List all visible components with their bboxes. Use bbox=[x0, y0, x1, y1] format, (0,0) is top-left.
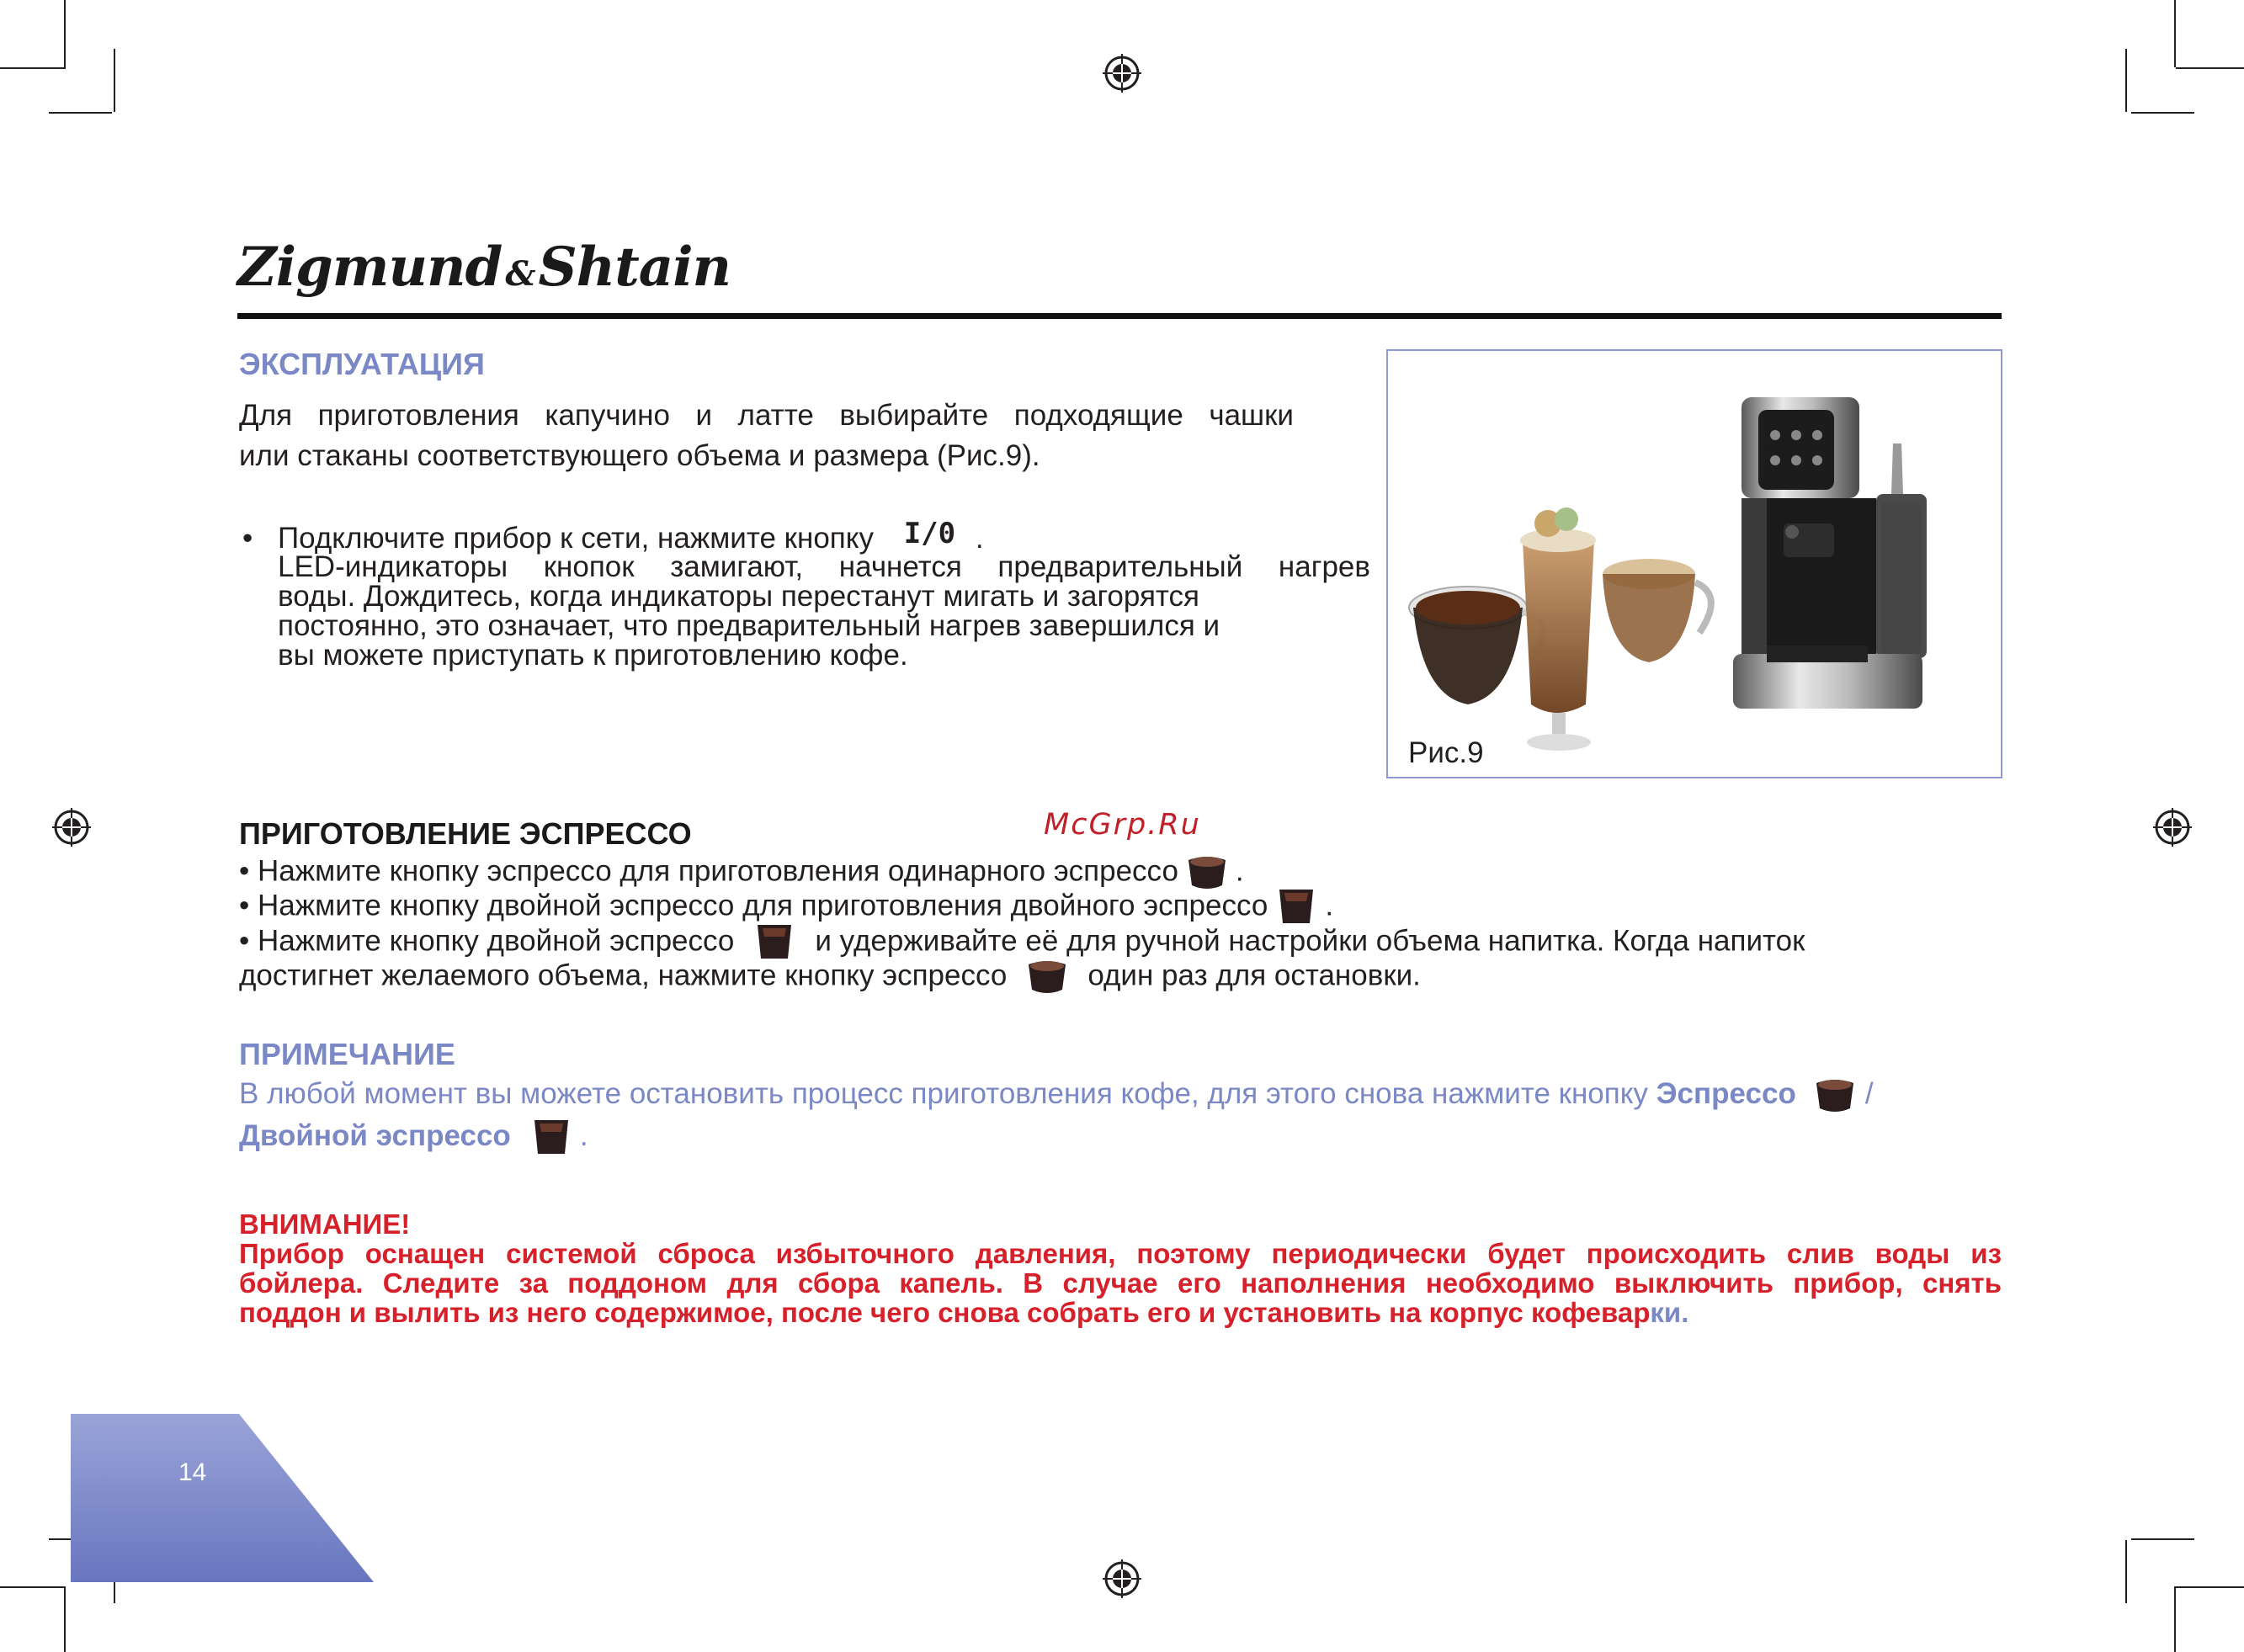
operation-heading: ЭКСПЛУАТАЦИЯ bbox=[239, 347, 485, 381]
brand-logo bbox=[237, 236, 731, 299]
watermark: McGrp.Ru bbox=[1044, 808, 1201, 842]
espresso-line1-text: • Нажмите кнопку эспрессо для приготовления одинарного эспрессо bbox=[239, 854, 1178, 888]
espresso-line2-text: • Нажмите кнопку двойной эспрессо для приготовления двойного эспрессо bbox=[239, 889, 1268, 922]
brand-right: Shtain bbox=[538, 236, 731, 299]
registration-mark bbox=[52, 808, 91, 847]
espresso-line4 bbox=[239, 956, 1421, 998]
registration-mark bbox=[1103, 1559, 1141, 1598]
crop-mark bbox=[2125, 1540, 2127, 1603]
brand-left: Zigmund bbox=[237, 236, 503, 299]
operation-intro-line1: Для приготовления капучино и латте выбирайте подходящие чашки bbox=[239, 399, 1294, 432]
crop-mark bbox=[2125, 49, 2127, 112]
espresso-line3-rest: и удерживайте её для ручной настройки объема напитка. Когда напиток bbox=[815, 924, 1805, 958]
note-heading: ПРИМЕЧАНИЕ bbox=[239, 1037, 455, 1071]
crop-mark bbox=[64, 1586, 66, 1652]
crop-mark bbox=[2176, 67, 2244, 69]
espresso-line1-end: . bbox=[1235, 854, 1244, 888]
coffee-machine-illustration bbox=[1388, 351, 2001, 777]
note-slash: / bbox=[1864, 1077, 1874, 1110]
espresso-line2-end: . bbox=[1325, 889, 1334, 922]
step1-line4: постоянно, это означает, что предварительный нагрев завершился и bbox=[278, 609, 1220, 642]
warning-line1: Прибор оснащен системой сброса избыточного давления, поэтому периодически будет происходить слив воды из bbox=[239, 1238, 2002, 1269]
espresso-line4-text: достигнет желаемого объема, нажмите кнопку эспрессо bbox=[239, 959, 1008, 992]
espresso-cup-icon bbox=[1025, 956, 1069, 998]
crop-mark bbox=[2174, 1586, 2176, 1652]
espresso-cup-icon bbox=[1813, 1075, 1857, 1117]
crop-mark bbox=[64, 0, 66, 67]
registration-mark bbox=[2153, 808, 2192, 847]
step1-line2: LED-индикаторы кнопок замигают, начнется предварительный нагрев bbox=[278, 550, 1370, 583]
note-espresso-label: Эспрессо bbox=[1656, 1077, 1796, 1110]
note-end: . bbox=[579, 1119, 588, 1152]
crop-mark bbox=[0, 67, 66, 69]
note-text: В любой момент вы можете остановить процесс приготовления кофе, для этого снова нажмите кнопку bbox=[239, 1077, 1648, 1110]
crop-mark bbox=[2176, 1586, 2244, 1588]
bullet: • bbox=[242, 522, 253, 555]
header-rule bbox=[237, 313, 2002, 319]
espresso-line4-rest: один раз для остановки. bbox=[1087, 959, 1421, 992]
warning-heading: ВНИМАНИЕ! bbox=[239, 1208, 411, 1240]
crop-mark bbox=[2131, 112, 2194, 114]
warning-line3-red: поддон и вылить из него содержимое, после чего снова собрать его и установить на корпус кофевар bbox=[239, 1297, 1651, 1328]
espresso-heading: ПРИГОТОВЛЕНИЕ ЭСПРЕССО bbox=[239, 816, 692, 851]
figure-caption: Рис.9 bbox=[1408, 736, 1484, 769]
step1-line3: воды. Дождитесь, когда индикаторы перестанут мигать и загорятся bbox=[278, 580, 1200, 613]
step1-post: . bbox=[975, 522, 984, 555]
note-line2 bbox=[239, 1115, 588, 1159]
warning-line3-blue: ки. bbox=[1650, 1297, 1689, 1328]
warning-line3 bbox=[239, 1298, 1688, 1327]
note-line1 bbox=[239, 1073, 1874, 1117]
espresso-line3-text: • Нажмите кнопку двойной эспрессо bbox=[239, 924, 735, 958]
registration-mark bbox=[1103, 54, 1141, 93]
figure-frame bbox=[1386, 349, 2002, 778]
note-double-label: Двойной эспрессо bbox=[239, 1119, 511, 1152]
page-number: 14 bbox=[178, 1458, 207, 1486]
brand-amp: & bbox=[505, 254, 535, 294]
power-symbol: I/0 bbox=[903, 517, 956, 550]
crop-mark bbox=[49, 112, 112, 114]
crop-mark bbox=[114, 49, 115, 112]
crop-mark bbox=[2174, 0, 2176, 67]
page-tab bbox=[71, 1414, 374, 1582]
step1-pre: Подключите прибор к сети, нажмите кнопку bbox=[278, 522, 874, 555]
step1-line5: вы можете приступать к приготовлению кофе. bbox=[278, 639, 908, 672]
operation-intro-line2: или стаканы соответствующего объема и размера (Рис.9). bbox=[239, 439, 1040, 472]
crop-mark bbox=[0, 1586, 66, 1588]
warning-line2: бойлера. Следите за поддоном для сбора капель. В случае его наполнения необходимо выключить прибор, снять bbox=[239, 1267, 2002, 1299]
crop-mark bbox=[2131, 1538, 2194, 1540]
double-espresso-cup-icon bbox=[529, 1117, 573, 1159]
